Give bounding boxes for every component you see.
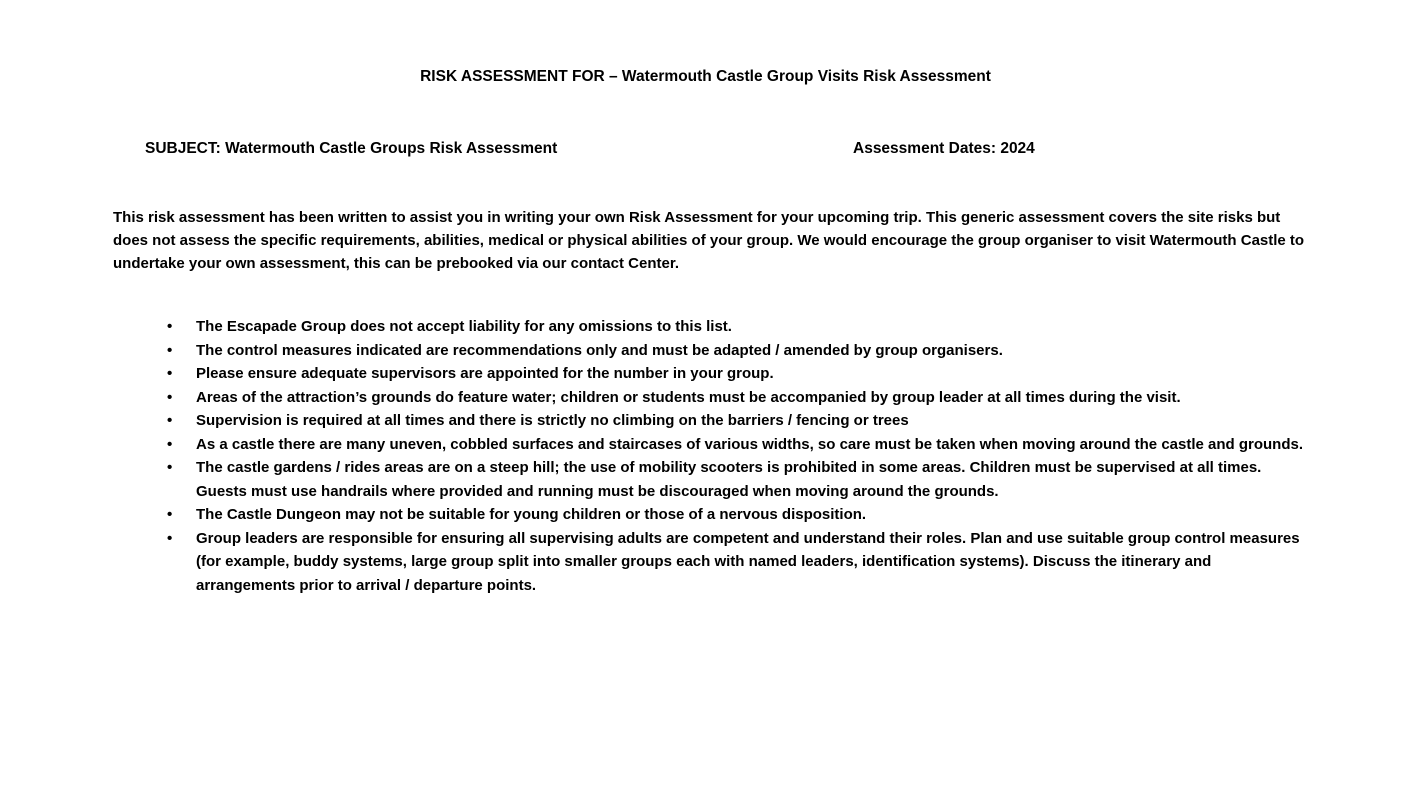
list-item: • Group leaders are responsible for ensuring all supervising adults are competent and understand their roles. Plan and use suitable group control measures (for example, buddy systems, large group split into smaller groups each with named leaders, identification systems). Discuss the itinerary and arrangements prior to arrival / departure points. bbox=[196, 527, 1306, 598]
subject-label: SUBJECT: Watermouth Castle Groups Risk Assessment bbox=[145, 140, 558, 157]
list-item: • The castle gardens / rides areas are on a steep hill; the use of mobility scooters is prohibited in some areas. Children must be supervised at all times. Guests must use handrails where provided and running must be discouraged when moving around the grounds. bbox=[196, 456, 1306, 503]
subject-row bbox=[0, 140, 1411, 162]
list-item: • Supervision is required at all times and there is strictly no climbing on the barriers / fencing or trees bbox=[196, 409, 1306, 433]
list-item: • The Escapade Group does not accept liability for any omissions to this list. bbox=[196, 315, 1306, 339]
list-item: • The control measures indicated are recommendations only and must be adapted / amended by group organisers. bbox=[196, 339, 1306, 363]
document-title: RISK ASSESSMENT FOR – Watermouth Castle Group Visits Risk Assessment bbox=[420, 68, 991, 85]
intro-paragraph: This risk assessment has been written to assist you in writing your own Risk Assessment for your upcoming trip. This generic assessment covers the site risks but does not assess the specific requirements, abilities, medical or physical abilities of your group. We would encourage the group organiser to visit Watermouth Castle to undertake your own assessment, this can be prebooked via our contact Center. bbox=[113, 209, 1305, 272]
assessment-dates: Assessment Dates: 2024 bbox=[853, 140, 1035, 157]
bullet-list bbox=[0, 315, 1411, 597]
list-item: • Areas of the attraction’s grounds do feature water; children or students must be accompanied by group leader at all times during the visit. bbox=[196, 386, 1306, 410]
list-item: • The Castle Dungeon may not be suitable for young children or those of a nervous disposition. bbox=[196, 503, 1306, 527]
list-item: • As a castle there are many uneven, cobbled surfaces and staircases of various widths, so care must be taken when moving around the castle and grounds. bbox=[196, 433, 1306, 457]
list-item: • Please ensure adequate supervisors are appointed for the number in your group. bbox=[196, 362, 1306, 386]
